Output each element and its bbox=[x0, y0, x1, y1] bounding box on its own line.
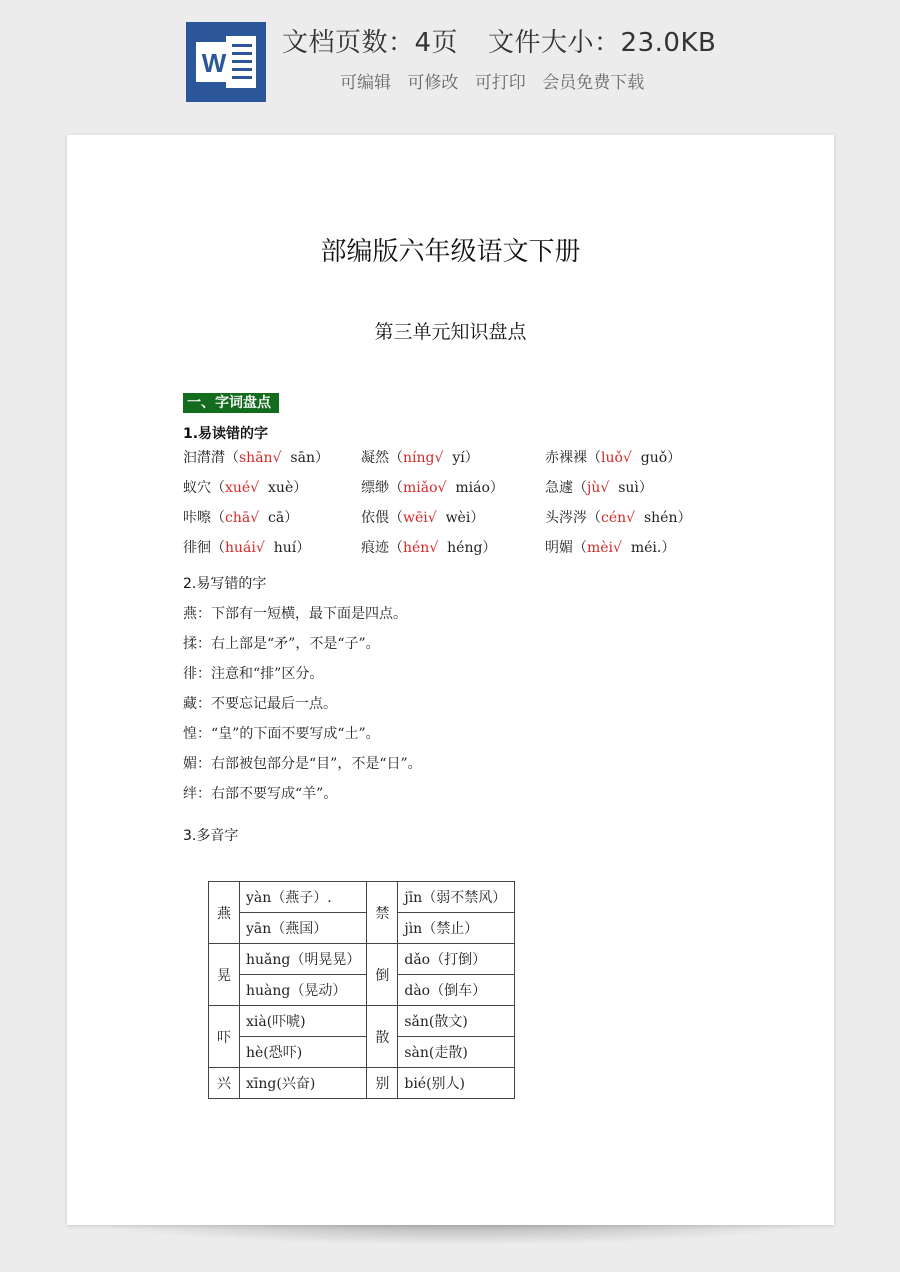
polyphone-reading: dǎo（打倒） bbox=[398, 944, 515, 975]
polyphone-reading: jīn（弱不禁风） bbox=[398, 882, 515, 913]
wrong-pinyin: cā） bbox=[268, 510, 299, 526]
misread-item bbox=[361, 447, 479, 467]
misread-row bbox=[183, 477, 743, 501]
polyphone-reading: xīng(兴奋) bbox=[240, 1068, 367, 1099]
misread-item bbox=[183, 447, 329, 467]
miswritten-rule: 藏：不要忘记最后一点。 bbox=[183, 696, 337, 712]
svg-text:W: W bbox=[201, 48, 227, 78]
correct-pinyin: mèi√ bbox=[587, 540, 622, 556]
polyphone-reading: huǎng（明晃晃） bbox=[240, 944, 367, 975]
wrong-pinyin: sān） bbox=[290, 450, 329, 466]
section-tag-vocabulary: 一、字词盘点 bbox=[183, 393, 279, 413]
polyphone-reading: jìn（禁止） bbox=[398, 913, 515, 944]
misread-word: 急遽（ bbox=[545, 480, 587, 496]
word-doc-icon bbox=[186, 22, 266, 102]
misread-word: 凝然（ bbox=[361, 450, 403, 466]
polyphone-char: 倒 bbox=[367, 944, 398, 1006]
wrong-pinyin: xuè） bbox=[268, 480, 308, 496]
correct-pinyin: miǎo√ bbox=[403, 480, 447, 496]
misread-word: 缥缈（ bbox=[361, 480, 403, 496]
misread-word: 徘徊（ bbox=[183, 540, 225, 556]
polyphone-reading: huàng（晃动） bbox=[240, 975, 367, 1006]
wrong-pinyin: yí） bbox=[452, 450, 479, 466]
polyphone-row bbox=[209, 1068, 515, 1099]
misread-word: 蚁穴（ bbox=[183, 480, 225, 496]
wrong-pinyin: shén） bbox=[643, 510, 692, 526]
correct-pinyin: chā√ bbox=[225, 510, 260, 526]
misread-word: 咔嚓（ bbox=[183, 510, 225, 526]
heading-misread-chars: 1.易读错的字 bbox=[183, 426, 269, 442]
miswritten-rule: 媚：右部被包部分是“目”，不是“日”。 bbox=[183, 756, 422, 772]
misread-item bbox=[183, 477, 307, 497]
heading-miswritten-chars: 2.易写错的字 bbox=[183, 576, 267, 592]
misread-item bbox=[361, 477, 504, 497]
polyphone-row bbox=[209, 975, 515, 1006]
polyphone-reading: sàn(走散) bbox=[398, 1037, 515, 1068]
polyphone-char: 晃 bbox=[209, 944, 240, 1006]
file-info bbox=[282, 22, 802, 59]
miswritten-rule: 揉：右上部是“矛”，不是“子”。 bbox=[183, 636, 380, 652]
correct-pinyin: shān√ bbox=[239, 450, 282, 466]
polyphone-reading: xià(吓唬) bbox=[240, 1006, 367, 1037]
polyphone-reading: yān（燕国） bbox=[240, 913, 367, 944]
polyphone-row bbox=[209, 944, 515, 975]
feature-list bbox=[340, 68, 655, 93]
wrong-pinyin: suì） bbox=[618, 480, 653, 496]
polyphone-row bbox=[209, 1037, 515, 1068]
correct-pinyin: hén√ bbox=[403, 540, 439, 556]
polyphone-char: 别 bbox=[367, 1068, 398, 1099]
correct-pinyin: cén√ bbox=[601, 510, 636, 526]
correct-pinyin: jù√ bbox=[587, 480, 610, 496]
heading-polyphones: 3.多音字 bbox=[183, 828, 239, 844]
wrong-pinyin: méi.） bbox=[630, 540, 676, 556]
polyphone-char: 吓 bbox=[209, 1006, 240, 1068]
correct-pinyin: wēi√ bbox=[403, 510, 437, 526]
feature-modifiable: 可修改 bbox=[407, 73, 459, 93]
polyphone-reading: bié(别人) bbox=[398, 1068, 515, 1099]
polyphone-table bbox=[208, 881, 515, 1099]
polyphone-reading: yàn（燕子）. bbox=[240, 882, 367, 913]
polyphone-char: 散 bbox=[367, 1006, 398, 1068]
polyphone-row bbox=[209, 882, 515, 913]
miswritten-rule: 惶：“皇”的下面不要写成“土”。 bbox=[183, 726, 380, 742]
misread-item bbox=[545, 447, 681, 467]
correct-pinyin: xué√ bbox=[225, 480, 260, 496]
feature-editable: 可编辑 bbox=[340, 73, 391, 93]
misread-item bbox=[183, 537, 310, 557]
feature-printable: 可打印 bbox=[474, 73, 526, 93]
misread-row bbox=[183, 507, 743, 531]
misread-word: 依偎（ bbox=[361, 510, 403, 526]
document-page bbox=[67, 135, 834, 1225]
wrong-pinyin: huí） bbox=[273, 540, 311, 556]
feature-member-download[interactable]: 会员免费下载 bbox=[542, 73, 645, 93]
misread-item bbox=[361, 507, 484, 527]
polyphone-reading: dào（倒车） bbox=[398, 975, 515, 1006]
misread-word: 明媚（ bbox=[545, 540, 587, 556]
correct-pinyin: luǒ√ bbox=[601, 450, 632, 466]
misread-item bbox=[545, 507, 692, 527]
misread-row bbox=[183, 447, 743, 471]
miswritten-rule: 绊：右部不要写成“羊”。 bbox=[183, 786, 338, 802]
page-count: 文档页数：4页 bbox=[282, 28, 459, 58]
misread-word: 痕迹（ bbox=[361, 540, 403, 556]
wrong-pinyin: héng） bbox=[447, 540, 497, 556]
wrong-pinyin: wèi） bbox=[445, 510, 485, 526]
miswritten-rule: 徘：注意和“排”区分。 bbox=[183, 666, 324, 682]
document-subtitle: 第三单元知识盘点 bbox=[374, 321, 527, 343]
wrong-pinyin: miáo） bbox=[455, 480, 504, 496]
misread-word: 赤裸裸（ bbox=[545, 450, 601, 466]
document-title: 部编版六年级语文下册 bbox=[320, 237, 581, 267]
misread-item bbox=[183, 507, 298, 527]
polyphone-char: 燕 bbox=[209, 882, 240, 944]
correct-pinyin: huái√ bbox=[225, 540, 265, 556]
misread-item bbox=[545, 477, 653, 497]
misread-row bbox=[183, 537, 743, 561]
file-size: 文件大小：23.0KB bbox=[488, 28, 717, 58]
miswritten-rule: 燕：下部有一短横，最下面是四点。 bbox=[183, 606, 407, 622]
misread-item bbox=[545, 537, 675, 557]
polyphone-row bbox=[209, 913, 515, 944]
correct-pinyin: níng√ bbox=[403, 450, 444, 466]
polyphone-row bbox=[209, 1006, 515, 1037]
misread-item bbox=[361, 537, 496, 557]
misread-word: 汩潸潸（ bbox=[183, 450, 239, 466]
download-banner bbox=[0, 0, 900, 120]
wrong-pinyin: guǒ） bbox=[640, 450, 682, 466]
polyphone-char: 兴 bbox=[209, 1068, 240, 1099]
polyphone-reading: sǎn(散文) bbox=[398, 1006, 515, 1037]
polyphone-reading: hè(恐吓) bbox=[240, 1037, 367, 1068]
polyphone-char: 禁 bbox=[367, 882, 398, 944]
misread-word: 头涔涔（ bbox=[545, 510, 601, 526]
